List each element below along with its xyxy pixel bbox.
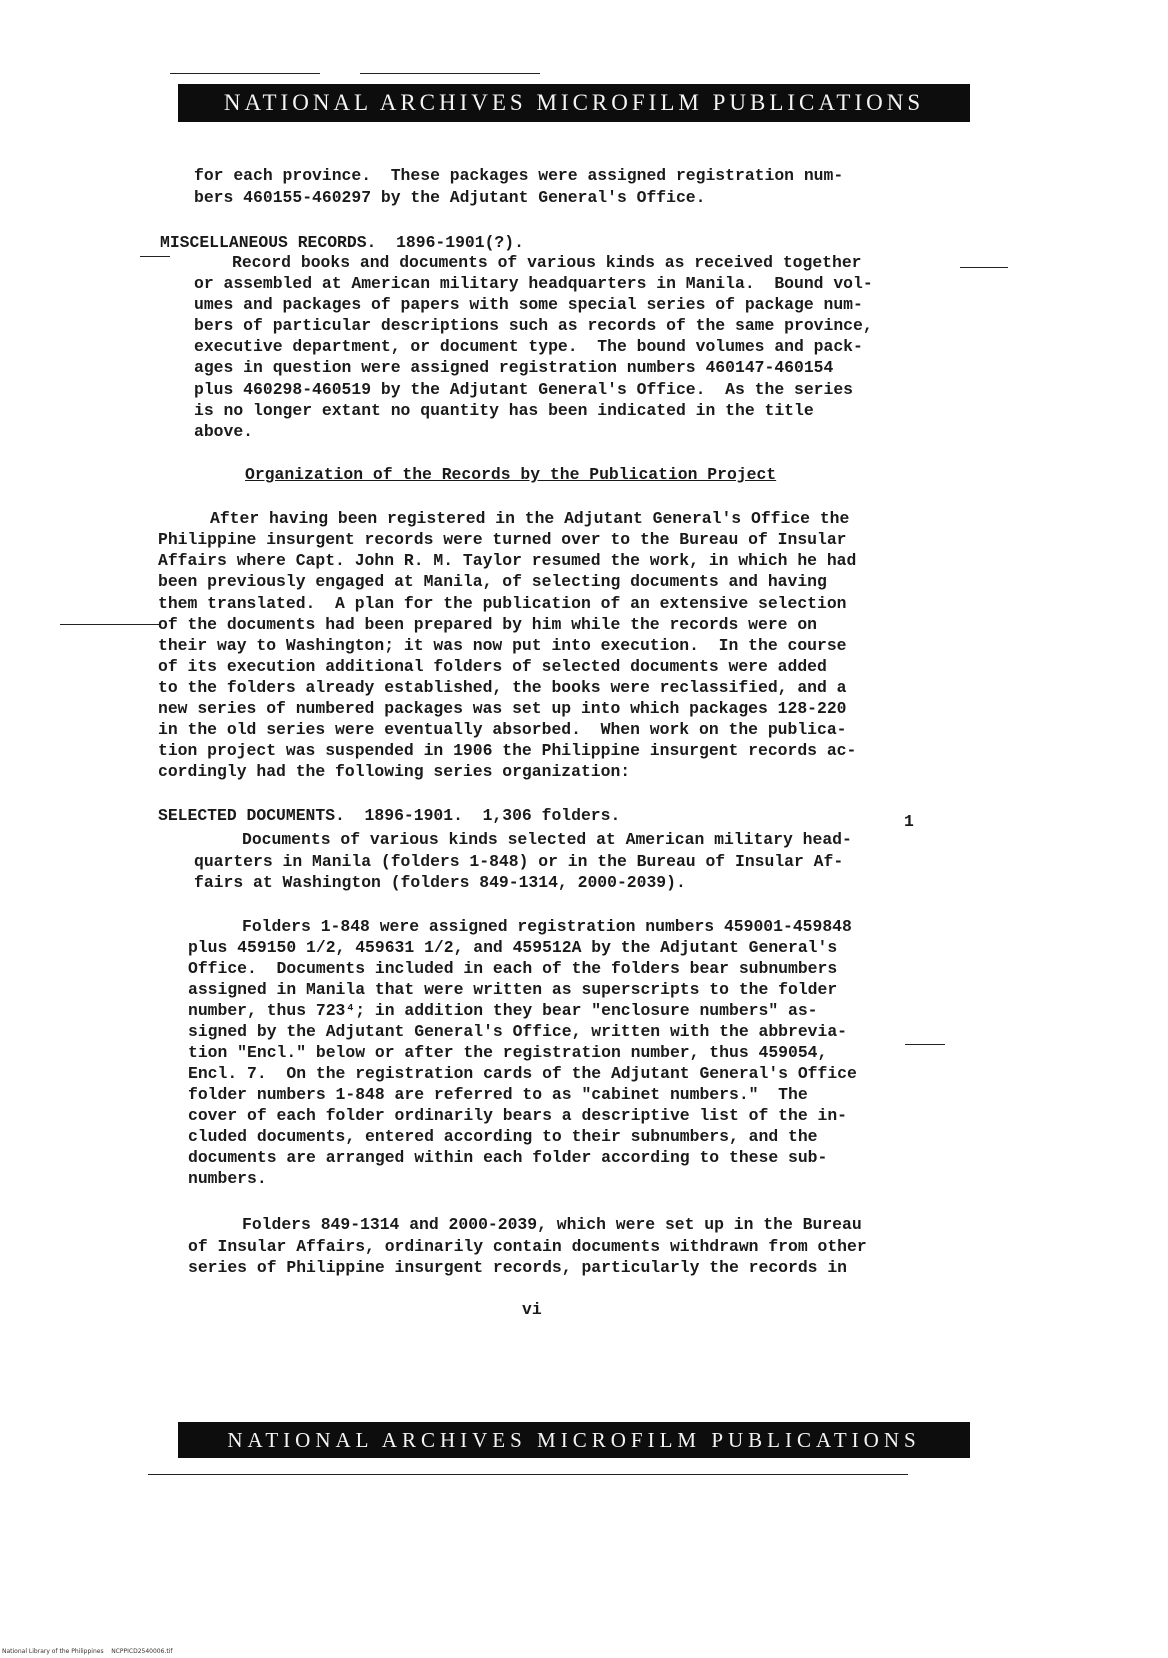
organization-line: Philippine insurgent records were turned over to the Bureau of Insular (158, 530, 847, 549)
organization-line: them translated. A plan for the publication of an extensive selection (158, 594, 847, 613)
organization-line: to the folders already established, the books were reclassified, and a (158, 678, 847, 697)
selected-para2-line: assigned in Manila that were written as superscripts to the folder (188, 980, 838, 999)
banner-top: NATIONAL ARCHIVES MICROFILM PUBLICATIONS (178, 84, 970, 122)
scan-artifact-line (360, 73, 540, 74)
selected-para2-line: documents are arranged within each folder according to these sub- (188, 1148, 828, 1167)
scan-artifact-line (905, 1044, 945, 1045)
selected-line: fairs at Washington (folders 849-1314, 2000-2039). (194, 873, 686, 892)
selected-para2-line: number, thus 723⁴; in addition they bear "enclosure numbers" as- (188, 1001, 818, 1020)
selected-para2-line: signed by the Adjutant General's Office, written with the abbrevia- (188, 1022, 848, 1041)
footer-note: National Library of the Philippines NCPPICD2540006.tif (2, 1648, 173, 1655)
selected-documents-title: SELECTED DOCUMENTS. 1896-1901. 1,306 folders. (158, 806, 621, 825)
selected-para2-line: cover of each folder ordinarily bears a descriptive list of the in- (188, 1106, 848, 1125)
selected-para3-line: series of Philippine insurgent records, particularly the records in (188, 1258, 848, 1277)
selected-para3-line: Folders 849-1314 and 2000-2039, which were set up in the Bureau (242, 1215, 862, 1234)
selected-para2-line: plus 459150 1/2, 459631 1/2, and 459512A by the Adjutant General's (188, 938, 838, 957)
scan-artifact-line (148, 1474, 908, 1475)
organization-line: tion project was suspended in 1906 the Philippine insurgent records ac- (158, 741, 857, 760)
organization-heading: Organization of the Records by the Publication Project (245, 465, 777, 484)
misc-line: or assembled at American military headquarters in Manila. Bound vol- (194, 274, 873, 293)
organization-line: Affairs where Capt. John R. M. Taylor resumed the work, in which he had (158, 551, 857, 570)
organization-line: new series of numbered packages was set up into which packages 128-220 (158, 699, 847, 718)
scan-artifact-line (140, 256, 170, 257)
selected-para2-line: folder numbers 1-848 are referred to as "cabinet numbers." The (188, 1085, 808, 1104)
selected-para2-line: Encl. 7. On the registration cards of the Adjutant General's Office (188, 1064, 857, 1083)
selected-line: Documents of various kinds selected at American military head- (242, 830, 852, 849)
organization-line: After having been registered in the Adjutant General's Office the (210, 509, 850, 528)
selected-para2-line: cluded documents, entered according to their subnumbers, and the (188, 1127, 818, 1146)
scan-artifact-line (60, 624, 160, 625)
selected-para2-line: tion "Encl." below or after the registration number, thus 459054, (188, 1043, 828, 1062)
organization-line: been previously engaged at Manila, of selecting documents and having (158, 572, 827, 591)
misc-line: Record books and documents of various kinds as received together (232, 253, 862, 272)
misc-line: above. (194, 422, 254, 441)
organization-line: of its execution additional folders of selected documents were added (158, 657, 827, 676)
selected-para2-line: numbers. (188, 1169, 267, 1188)
selected-para3-line: of Insular Affairs, ordinarily contain documents withdrawn from other (188, 1237, 867, 1256)
misc-records-title: MISCELLANEOUS RECORDS. 1896-1901(?). (160, 233, 524, 252)
organization-line: their way to Washington; it was now put into execution. In the course (158, 636, 847, 655)
banner-bottom: NATIONAL ARCHIVES MICROFILM PUBLICATIONS (178, 1422, 970, 1458)
organization-line: of the documents had been prepared by him while the records were on (158, 615, 818, 634)
misc-line: bers of particular descriptions such as records of the same province, (194, 316, 873, 335)
scan-artifact-line (170, 73, 320, 74)
misc-line: ages in question were assigned registration numbers 460147-460154 (194, 358, 834, 377)
series-marker: 1 (904, 812, 914, 831)
selected-line: quarters in Manila (folders 1-848) or in the Bureau of Insular Af- (194, 852, 844, 871)
selected-para2-line: Office. Documents included in each of the folders bear subnumbers (188, 959, 838, 978)
selected-para2-line: Folders 1-848 were assigned registration numbers 459001-459848 (242, 917, 852, 936)
page-number: vi (522, 1300, 542, 1319)
organization-line: in the old series were eventually absorbed. When work on the publica- (158, 720, 847, 739)
intro-line: bers 460155-460297 by the Adjutant General's Office. (194, 188, 706, 207)
intro-line: for each province. These packages were assigned registration num- (194, 166, 844, 185)
misc-line: plus 460298-460519 by the Adjutant General's Office. As the series (194, 380, 854, 399)
misc-line: umes and packages of papers with some special series of package num- (194, 295, 863, 314)
scan-artifact-line (960, 267, 1008, 268)
misc-line: is no longer extant no quantity has been indicated in the title (194, 401, 814, 420)
organization-line: cordingly had the following series organization: (158, 762, 631, 781)
misc-line: executive department, or document type. The bound volumes and pack- (194, 337, 863, 356)
